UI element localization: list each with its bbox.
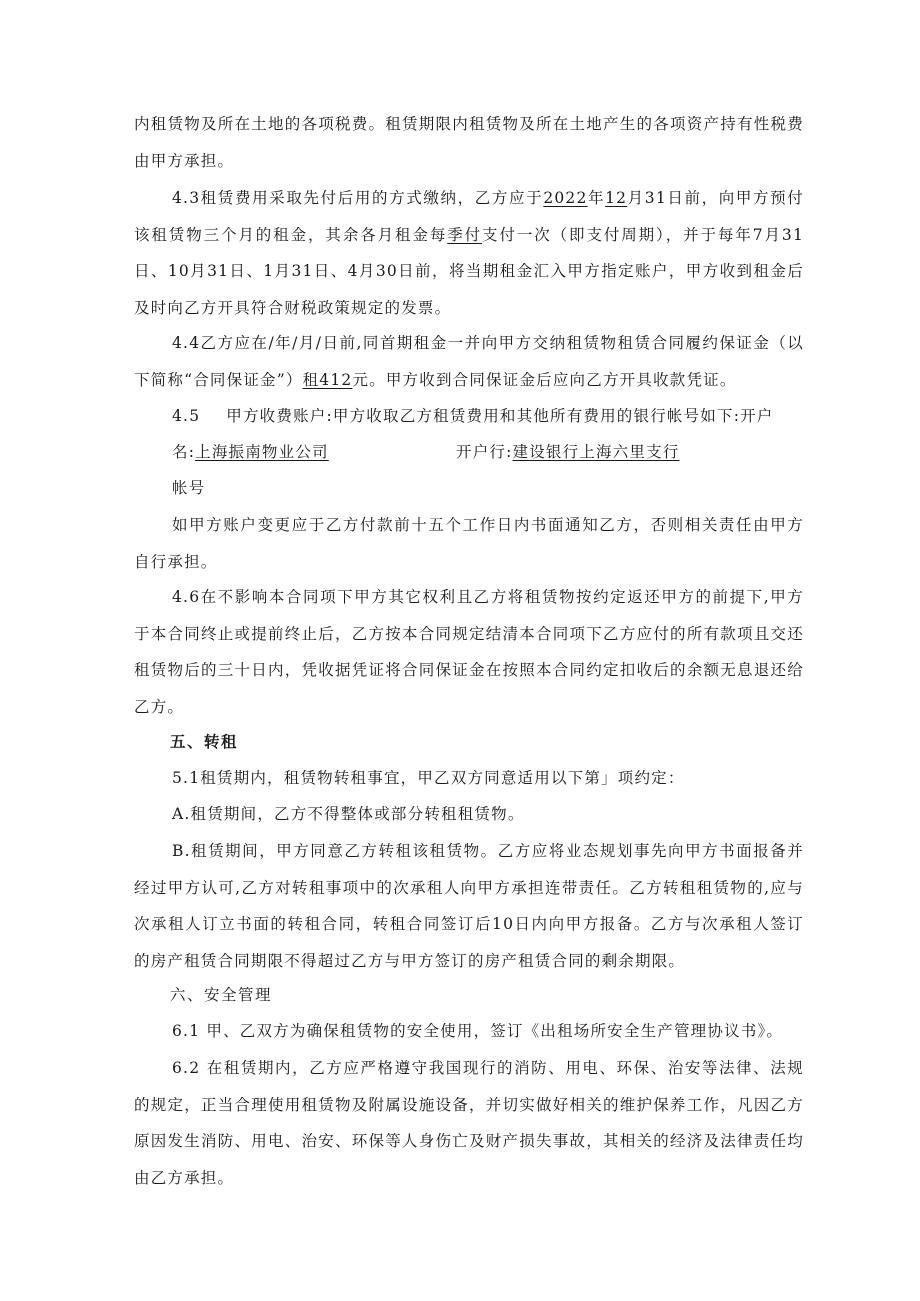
account-name-label: 名: xyxy=(172,443,196,461)
paragraph-account-change: 如甲方账户变更应于乙方付款前十五个工作日内书面通知乙方，否则相关责任由甲方自行承担。 xyxy=(134,516,804,571)
clause-number: 4.5 xyxy=(172,407,201,425)
payment-year: 2022 xyxy=(543,189,588,207)
paragraph-tax: 内租赁物及所在土地的各项税费。租赁期限内租赁物及所在土地产生的各项资产持有性税费由甲方承担。 xyxy=(134,115,804,170)
text-segment: 年 xyxy=(587,189,606,207)
paragraph-4-3 xyxy=(134,180,804,326)
text-segment: 4.3租赁费用采取先付后用的方式缴纳，乙方应于 xyxy=(172,189,544,207)
section-heading-sublease: 五、转租 xyxy=(170,732,239,751)
paragraph-5-a: A.租赁期间，乙方不得整体或部分转租租赁物。 xyxy=(172,805,525,823)
text-segment: 元。甲方收到合同保证金后应向乙方开具收款凭证。 xyxy=(352,370,737,389)
bank-label: 开户行: xyxy=(456,443,513,461)
text-segment: 甲方收费账户:甲方收取乙方租赁费用和其他所有费用的银行帐号如下:开户 xyxy=(226,407,774,425)
paragraph-4-5 xyxy=(172,398,774,434)
paragraph-6-2: 6.2 在租赁期内，乙方应严格遵守我国现行的消防、用电、环保、治安等法律、法规的规定，正当合理使用租赁物及附属设施设备，并切实做好相关的维护保养工作，凡因乙方原因发生消防、用电、治安、环保等人身伤亡及财产损失事故，其相关的经济及法律责任均由乙方承担。 xyxy=(134,1059,804,1187)
account-number-label: 帐号 xyxy=(172,479,206,497)
paragraph-4-4 xyxy=(134,325,804,398)
account-name-value: 上海振南物业公司 xyxy=(195,443,329,461)
payment-month: 12 xyxy=(605,189,628,207)
paragraph-4-6: 4.6在不影响本合同项下甲方其它权利且乙方将租赁物按约定返还甲方的前提下,甲方于本合同终止或提前终止后，乙方按本合同规定结清本合同项下乙方应付的所有款项且交还租赁物后的三十日内，凭收据凭证将合同保证金在按照本合同约定扣收后的余额无息退还给乙方。 xyxy=(134,588,804,716)
paragraph-5-b: B.租赁期间，甲方同意乙方转租该租赁物。乙方应将业态规划事先向甲方书面报备并经过甲方认可,乙方对转租事项中的次承租人向甲方承担连带责任。乙方转租租赁物的,应与次承租人订立书面的转租合同，转租合同签订后10日内向甲方报备。乙方与次承租人签订的房产租赁合同期限不得超过乙方与甲方签订的房产租赁合同的剩余期限。 xyxy=(134,842,804,970)
deposit-amount: 租412 xyxy=(302,370,353,389)
section-heading-safety: 六、安全管理 xyxy=(170,986,273,1004)
text-segment: 支付一次（即支付周期），并于每年7月31日、10月31日、1月31日、4月30日前，将当期租金汇入甲方指定账户，甲方收到租金后及时向乙方开具符合财税政策规定的发票。 xyxy=(134,225,805,317)
paragraph-5-1: 5.1租赁期内，租赁物转租事宜，甲乙双方同意适用以下第」项约定： xyxy=(172,769,685,787)
account-name-row xyxy=(172,434,329,470)
bank-row xyxy=(456,434,680,470)
text-segment: 4.4乙方应在/年/月/日前,同首期租金一并向甲方交纳租赁物租赁合同履约保证金（以下简称“合同保证金”） xyxy=(134,334,804,389)
text-segment: 月31日前，向甲方预付该租赁物三个月的租金，其余各月租金每 xyxy=(134,189,804,244)
payment-period: 季付 xyxy=(447,225,483,244)
bank-value: 建设银行上海六里支行 xyxy=(512,443,680,461)
paragraph-6-1: 6.1 甲、乙双方为确保租赁物的安全使用，签订《出租场所安全生产管理协议书》。 xyxy=(172,1022,784,1040)
